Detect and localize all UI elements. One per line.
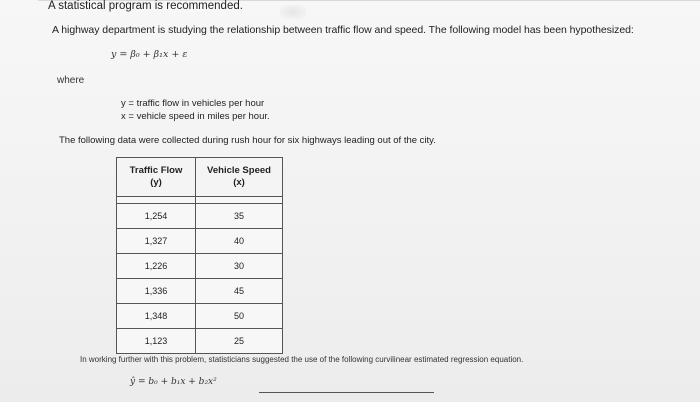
- header-traffic-flow: [117, 158, 196, 197]
- speed-cell: 40: [196, 229, 283, 254]
- table-header-row: [117, 158, 283, 197]
- flow-cell: 1,254: [117, 204, 196, 229]
- flow-cell: 1,226: [117, 254, 196, 279]
- data-table: [116, 157, 283, 354]
- header-vehicle-speed: [196, 158, 283, 197]
- table-row: [117, 254, 283, 279]
- speed-cell: 50: [196, 304, 283, 329]
- table-row: [117, 329, 283, 354]
- model-equation: y = β₀ + β₁x + ε: [111, 49, 188, 60]
- flow-cell: 1,336: [117, 279, 196, 304]
- speed-cell: 30: [196, 254, 283, 279]
- table-spacer: [117, 197, 283, 204]
- estimated-regression-equation: ŷ = b₀ + b₁x + b₂x²: [130, 377, 217, 387]
- flow-cell: 1,327: [117, 229, 196, 254]
- table-row: [117, 229, 283, 254]
- definition-x: x = vehicle speed in miles per hour.: [121, 111, 270, 122]
- screen-smudge: [280, 5, 306, 19]
- header-traffic-flow-symbol: (y): [150, 177, 162, 188]
- speed-cell: 25: [196, 329, 283, 354]
- answer-line: [259, 392, 434, 393]
- problem-intro: A highway department is studying the relationship between traffic flow and speed. The following model has been hypothesized:: [52, 24, 634, 36]
- where-label: where: [57, 75, 85, 86]
- header-traffic-flow-label: Traffic Flow: [129, 165, 183, 176]
- table-row: [117, 204, 283, 229]
- header-vehicle-speed-label: Vehicle Speed: [207, 165, 271, 176]
- further-description: In working further with this problem, statisticians suggested the use of the following curvilinear estimated regression equation.: [80, 355, 524, 364]
- flow-cell: 1,348: [117, 304, 196, 329]
- table-row: [117, 304, 283, 329]
- data-description: The following data were collected during rush hour for six highways leading out of the city.: [59, 135, 436, 146]
- speed-cell: 35: [196, 204, 283, 229]
- recommendation-header: A statistical program is recommended.: [48, 0, 243, 12]
- speed-cell: 45: [196, 279, 283, 304]
- flow-cell: 1,123: [117, 329, 196, 354]
- definition-y: y = traffic flow in vehicles per hour: [121, 98, 265, 109]
- table-row: [117, 279, 283, 304]
- header-vehicle-speed-symbol: (x): [233, 177, 245, 188]
